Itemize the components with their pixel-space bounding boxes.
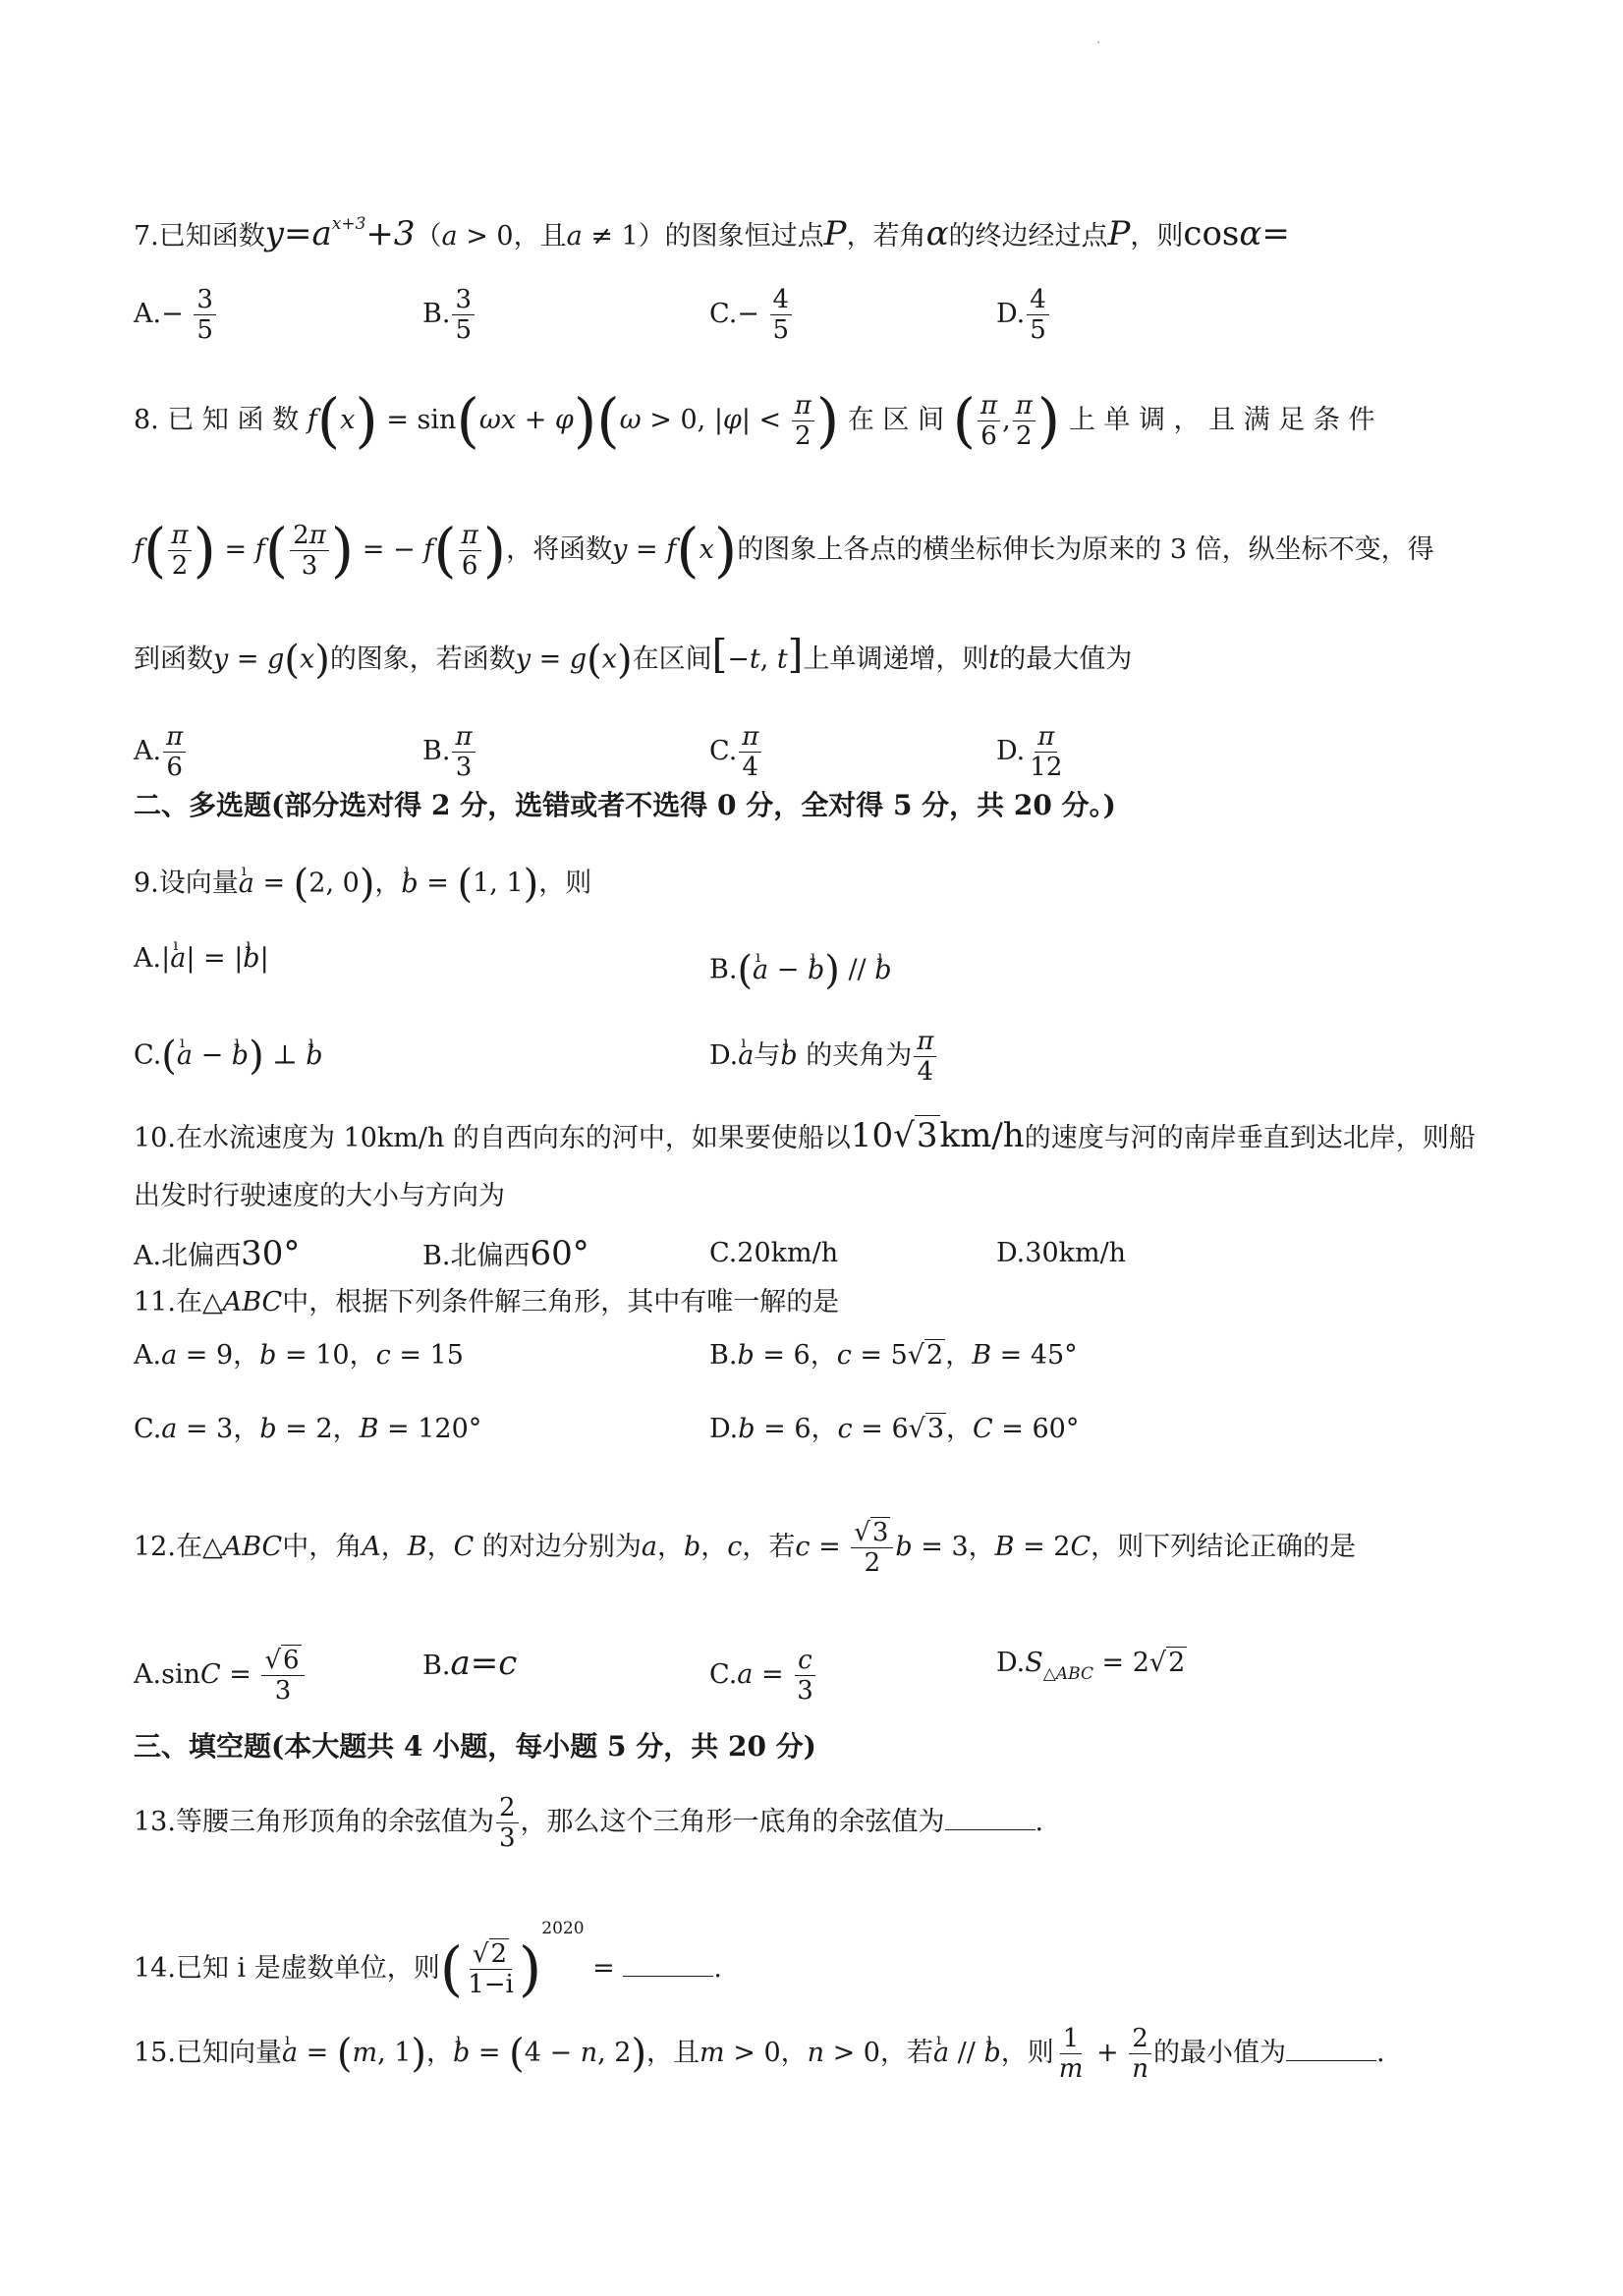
q12-option-b: B.a=c bbox=[422, 1644, 518, 1683]
q7-option-b: B. $\frac{3}{5}$ bbox=[422, 285, 476, 345]
q12-text-3: 的对边分别为 bbox=[481, 1532, 642, 1562]
q12-text-1: 12.在 bbox=[134, 1532, 202, 1562]
q12-option-d: $D.S_{\triangle ABC} = 2√2$ bbox=[996, 1648, 1186, 1684]
q7-text-6: 的终边经过点 bbox=[948, 221, 1108, 252]
q8-stem-line2: f( $\frac{\pi}{2}$ ) = f( $\frac{2\pi}{3}$ ) = − f( $\frac{\pi}{6}$ )，将函数y = f(x)的图象上各点的横坐标伸长为原来的 3 倍，纵坐标不变，得 bbox=[134, 516, 1434, 586]
q15-text-4: ， bbox=[780, 2038, 808, 2068]
q11-option-d: D.b = 6，c = 6√3，C = 60° bbox=[709, 1414, 1080, 1444]
q12-text-4: ，若 bbox=[742, 1532, 796, 1562]
q8-text-9: 上单调递增，则 bbox=[803, 644, 989, 675]
q7-text-5: ，若角 bbox=[846, 221, 926, 252]
q8-option-b: B. $\frac{\pi}{3}$ bbox=[422, 722, 477, 782]
q8-text-1: 8. 已 知 函 数 bbox=[134, 405, 300, 435]
q7-stem: 7.已知函数$y=a^{x+3}+3(a > 0$，且a ≠ 1）的图象恒过点P，若角α的终边经过点P，则cosα= bbox=[134, 214, 1290, 253]
q9-option-d: D.ı a与ı b 的夹角为 $\frac{\pi}{4}$ bbox=[709, 1027, 938, 1087]
q8-text-7: 的图象，若函数 bbox=[329, 644, 516, 675]
section-3-heading: 三、填空题(本大题共 4 小题，每小题 5 分，共 20 分) bbox=[134, 1730, 816, 1763]
q7-alpha: α bbox=[925, 214, 949, 253]
q7-cos: cosα= bbox=[1183, 214, 1290, 253]
q7-option-c: C.− $\frac{4}{5}$ bbox=[709, 285, 794, 345]
q8-text-6: 到函数 bbox=[134, 644, 213, 675]
q12-text-5: ，则下列结论正确的是 bbox=[1091, 1532, 1357, 1562]
q9-text-2: ， bbox=[374, 868, 402, 899]
q11-stem: 11.在△ABC中，根据下列条件解三角形，其中有唯一解的是 bbox=[134, 1287, 840, 1317]
q9-stem: 9.设向量ı a = (2, 0)，ı b = (1, 1)，则 bbox=[134, 855, 591, 914]
q15-text-3: ，且 bbox=[646, 2038, 700, 2068]
q10-text-1: 10.在水流速度为 10km/h 的自西向东的河中，如果要使船以 bbox=[134, 1123, 851, 1153]
q13-answer-blank[interactable] bbox=[945, 1829, 1035, 1830]
q9-option-c: C.(ı a − ı b) ⊥ ı b bbox=[134, 1027, 323, 1086]
q7-option-d: D. $\frac{4}{5}$ bbox=[996, 285, 1051, 345]
q7-text-1: 7.已知函数 bbox=[134, 221, 265, 252]
section-2-heading: 二、多选题(部分选对得 2 分，选错或者不选得 0 分，全对得 5 分，共 20 分。) bbox=[134, 789, 1116, 821]
q7-point-p2: P bbox=[1107, 214, 1131, 253]
q10-stem-line1 bbox=[134, 1118, 1476, 1156]
q8-option-a: A. $\frac{\pi}{6}$ bbox=[134, 722, 188, 782]
q11-option-b: B.b = 6，c = 5√2，B = 45° bbox=[709, 1340, 1078, 1371]
q9-text-3: ，则 bbox=[538, 868, 592, 899]
page-mark: · bbox=[1096, 35, 1101, 51]
q10-option-c: C.20km/h bbox=[709, 1238, 839, 1268]
q15-text-2: ， bbox=[426, 2038, 454, 2068]
q15-answer-blank[interactable] bbox=[1286, 2060, 1376, 2061]
q8-text-10: 的最大值为 bbox=[999, 644, 1133, 675]
q8-text-4: ，将函数 bbox=[506, 534, 613, 565]
q7-point-p: P bbox=[823, 214, 847, 253]
q12-stem: 12.在△ABC中，角A，B，C 的对边分别为a，b，c，若c = $\frac{√3}{2}$ b = 3，B = 2C，则下列结论正确的是 bbox=[134, 1518, 1357, 1578]
q11-text-2: 中，根据下列条件解三角形，其中有唯一解的是 bbox=[282, 1287, 840, 1317]
q8-text-2: 在 区 间 bbox=[847, 405, 944, 435]
q13-text-2: ，那么这个三角形一底角的余弦值为 bbox=[520, 1807, 945, 1837]
q13-stem: 13.等腰三角形顶角的余弦值为 $\frac{2}{3}$ ，那么这个三角形一底角的余弦值为 . bbox=[134, 1793, 1044, 1853]
q15-text-5: ，若 bbox=[879, 2038, 933, 2068]
q15-text-1: 15.已知向量 bbox=[134, 2038, 282, 2068]
q7-text-3: ，且 bbox=[513, 221, 567, 252]
q15-stem: 15.已知向量ı a = (m, 1)，ı b = (4 − n, 2)，且m > 0，n > 0，若ı a // ı b，则 $\frac{1}{m}$ + $\frac{2}{n}$ 的最小值为 . bbox=[134, 2024, 1385, 2084]
q7-func: $y=a^{x+3}+3$ bbox=[264, 214, 416, 253]
q11-option-a: A.a = 9，b = 10，c = 15 bbox=[134, 1340, 464, 1371]
q7-text-7: ，则 bbox=[1130, 221, 1184, 252]
q9-text-1: 9.设向量 bbox=[134, 868, 239, 899]
q12-option-a: A.sinC = $\frac{√6}{3}$ bbox=[134, 1646, 307, 1706]
q10-option-b: B.北偏西60° bbox=[422, 1234, 589, 1273]
q13-text-1: 13.等腰三角形顶角的余弦值为 bbox=[134, 1807, 494, 1837]
q10-text-2: 的速度与河的南岸垂直到达北岸，则船 bbox=[1024, 1123, 1476, 1153]
q8-stem-line3: 到函数y = g(x)的图象，若函数y = g(x)在区间[−t, t]上单调递增，则t的最大值为 bbox=[134, 632, 1133, 683]
q14-stem: 14.已知 i 是虚数单位，则( $\frac{√2}{1-i}$ )$^{2020}$ = . bbox=[134, 1919, 722, 2004]
q14-text-2: 是虚数单位，则 bbox=[253, 1953, 440, 1984]
q7-cond1: a bbox=[441, 221, 458, 252]
q15-text-7: 的最小值为 bbox=[1152, 2038, 1286, 2068]
q7-text-4: ）的图象恒过点 bbox=[638, 221, 824, 252]
q8-option-d: D. $\frac{\pi}{12}$ bbox=[996, 722, 1063, 782]
q14-text-1: 14.已知 bbox=[134, 1953, 229, 1984]
q10-option-d: D.30km/h bbox=[996, 1238, 1127, 1268]
q14-answer-blank[interactable] bbox=[623, 1976, 713, 1977]
q7-cond2: a bbox=[566, 221, 583, 252]
q8-func: f bbox=[307, 405, 317, 435]
q9-option-b: B.(ı a − ı b) // ı b bbox=[709, 941, 892, 1000]
q8-option-c: C. $\frac{\pi}{4}$ bbox=[709, 722, 763, 782]
q9-option-a: A.|ı a| = |ı b| bbox=[134, 941, 269, 977]
q10-option-a: A.北偏西30° bbox=[134, 1234, 301, 1273]
q10-speed: 10√3km/h bbox=[850, 1116, 1025, 1155]
q8-text-3: 上 单 调 ， 且 满 足 条 件 bbox=[1068, 405, 1375, 435]
q15-text-6: ，则 bbox=[1000, 2038, 1054, 2068]
q11-text-1: 11.在 bbox=[134, 1287, 202, 1317]
q11-option-c: C.a = 3，b = 2，B = 120° bbox=[134, 1414, 482, 1444]
q10-stem-line2: 出发时行驶速度的大小与方向为 bbox=[134, 1181, 505, 1211]
q7-option-a: A.− $\frac{3}{5}$ bbox=[134, 285, 218, 345]
q7-text-2: （ bbox=[415, 221, 442, 252]
q12-text-2: 中，角 bbox=[282, 1532, 363, 1562]
q8-text-8: 在区间 bbox=[632, 644, 712, 675]
q12-option-c: C.a = $\frac{c}{3}$ bbox=[709, 1646, 813, 1706]
q8-text-5: 的图象上各点的横坐标伸长为原来的 3 倍，纵坐标不变，得 bbox=[737, 534, 1434, 565]
q8-stem-line1: 8. 已 知 函 数 f(x) = sin(ωx + φ)(ω > 0, |φ| < $\frac{\pi}{2}$ ) 在 区 间 ( $\frac{\pi}{6}$ , $\frac{\pi}{2}$ ) 上 单 调 ， 且 满 足 条 件 bbox=[134, 386, 1375, 456]
